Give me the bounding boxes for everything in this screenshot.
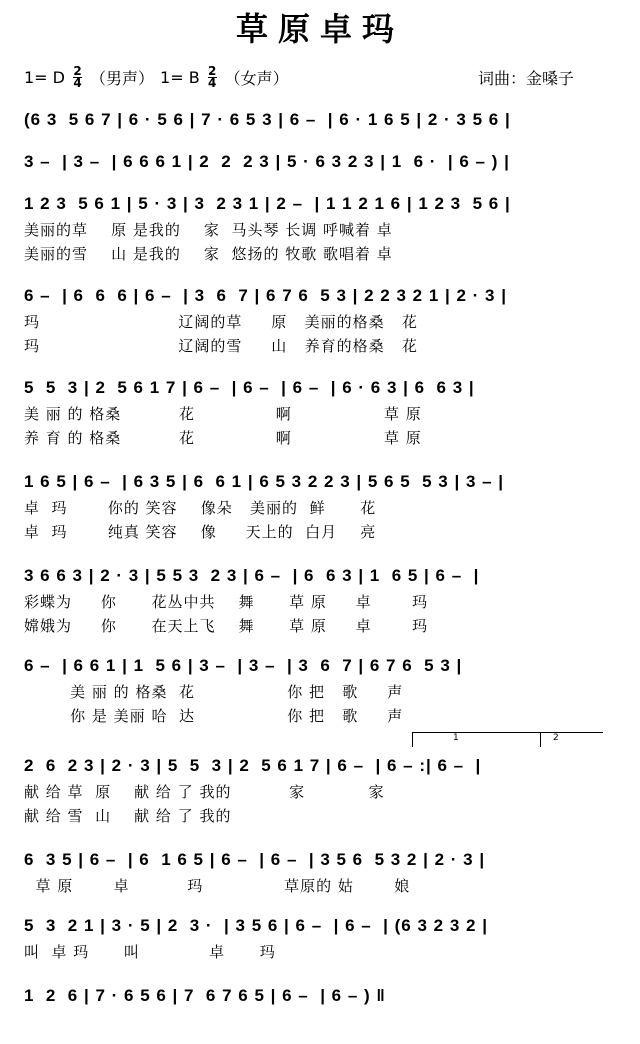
female-time-signature: $\frac{2}{4}$ (207, 64, 217, 90)
notation-line: (6 3 5 6 7 | 6 · 5 6 | 7 · 6 5 3 | 6 – | 6 · 1 6 5 | 2 · 3 5 6 | (24, 110, 511, 129)
score-system-9 (24, 752, 614, 828)
lyric-verse-1: 草 原 卓 玛 草原的 姑 娘 (24, 877, 411, 895)
notation-line: 5 3 2 1 | 3 · 5 | 2 3 · | 3 5 6 | 6 – | 6 – | (6 3 2 3 2 | (24, 916, 488, 935)
lyric-verse-1: 彩蝶为 你 花丛中共 舞 草 原 卓 玛 (24, 593, 429, 611)
notation-line: 2 6 2 3 | 2 · 3 | 5 5 3 | 2 5 6 1 7 | 6 – | 6 – :| 6 – | (24, 756, 482, 775)
score-system-2 (24, 148, 614, 176)
second-ending-bracket (540, 732, 603, 747)
male-time-signature: $\frac{2}{4}$ (73, 64, 82, 90)
notation-line: 1 2 6 | 7 · 6 5 6 | 7 6 7 6 5 | 6 – | 6 – ) ‖ (24, 986, 386, 1005)
lyric-verse-1: 卓 玛 你的 笑容 像朵 美丽的 鲜 花 (24, 499, 377, 517)
notation-line: 1 6 5 | 6 – | 6 3 5 | 6 6 1 | 6 5 3 2 2 3 | 5 6 5 5 3 | 3 – | (24, 472, 505, 491)
lyric-verse-2: 美丽的雪 山 是我的 家 悠扬的 牧歌 歌唱着 卓 (24, 245, 393, 263)
lyric-verse-2: 嫦娥为 你 在天上飞 舞 草 原 卓 玛 (24, 617, 429, 635)
score-system-5 (24, 374, 614, 450)
second-ending-number: 2 (553, 733, 559, 743)
page-title: 草原卓玛 (235, 10, 404, 48)
notation-line: 6 – | 6 6 1 | 1 5 6 | 3 – | 3 – | 3 6 7 | 6 7 6 5 3 | (24, 656, 463, 675)
female-key: 1= B (160, 68, 200, 87)
male-key: 1= D (24, 68, 65, 87)
score-system-8 (24, 652, 614, 728)
notation-line: 3 – | 3 – | 6 6 6 1 | 2 2 2 3 | 5 · 6 3 2 3 | 1 6 · | 6 – ) | (24, 152, 510, 171)
score-system-1 (24, 106, 614, 134)
score-system-10 (24, 846, 614, 898)
lyric-verse-1: 叫 卓 玛 叫 卓 玛 (24, 943, 276, 961)
lyric-verse-1: 美 丽 的 格桑 花 你 把 歌 声 (24, 683, 404, 701)
lyric-verse-1: 玛 辽阔的草 原 美丽的格桑 花 (24, 313, 418, 331)
lyric-verse-1: 美 丽 的 格桑 花 啊 草 原 (24, 405, 422, 423)
notation-line: 6 – | 6 6 6 | 6 – | 3 6 7 | 6 7 6 5 3 | 2 2 3 2 1 | 2 · 3 | (24, 286, 507, 305)
lyric-verse-2: 养 育 的 格桑 花 啊 草 原 (24, 429, 422, 447)
lyric-verse-2: 卓 玛 纯真 笑容 像 天上的 白月 亮 (24, 523, 377, 541)
notation-line: 1 2 3 5 6 1 | 5 · 3 | 3 2 3 1 | 2 – | 1 1 2 1 6 | 1 2 3 5 6 | (24, 194, 511, 213)
score-system-7 (24, 562, 614, 638)
score-system-11 (24, 912, 614, 964)
notation-line: 6 3 5 | 6 – | 6 1 6 5 | 6 – | 6 – | 3 5 6 5 3 2 | 2 · 3 | (24, 850, 486, 869)
lyric-verse-1: 美丽的草 原 是我的 家 马头琴 长调 呼喊着 卓 (24, 221, 393, 239)
lyric-verse-1: 献 给 草 原 献 给 了 我的 家 家 (24, 783, 385, 801)
lyric-verse-2: 你 是 美丽 哈 达 你 把 歌 声 (24, 707, 404, 725)
score-system-3 (24, 190, 614, 266)
lyric-verse-2: 献 给 雪 山 献 给 了 我的 (24, 807, 232, 825)
notation-line: 5 5 3 | 2 5 6 1 7 | 6 – | 6 – | 6 – | 6 · 6 3 | 6 6 3 | (24, 378, 475, 397)
score-system-6 (24, 468, 614, 544)
lyric-verse-2: 玛 辽阔的雪 山 养育的格桑 花 (24, 337, 418, 355)
key-signature (24, 66, 289, 89)
first-ending-number: 1 (453, 733, 459, 743)
composer-credit: 词曲：金嗓子 (478, 69, 575, 88)
notation-line: 3 6 6 3 | 2 · 3 | 5 5 3 2 3 | 6 – | 6 6 3 | 1 6 5 | 6 – | (24, 566, 480, 585)
male-label: （男声） (90, 69, 155, 88)
score-system-12 (24, 982, 614, 1010)
score-system-4 (24, 282, 614, 358)
female-label: （女声） (224, 69, 289, 88)
